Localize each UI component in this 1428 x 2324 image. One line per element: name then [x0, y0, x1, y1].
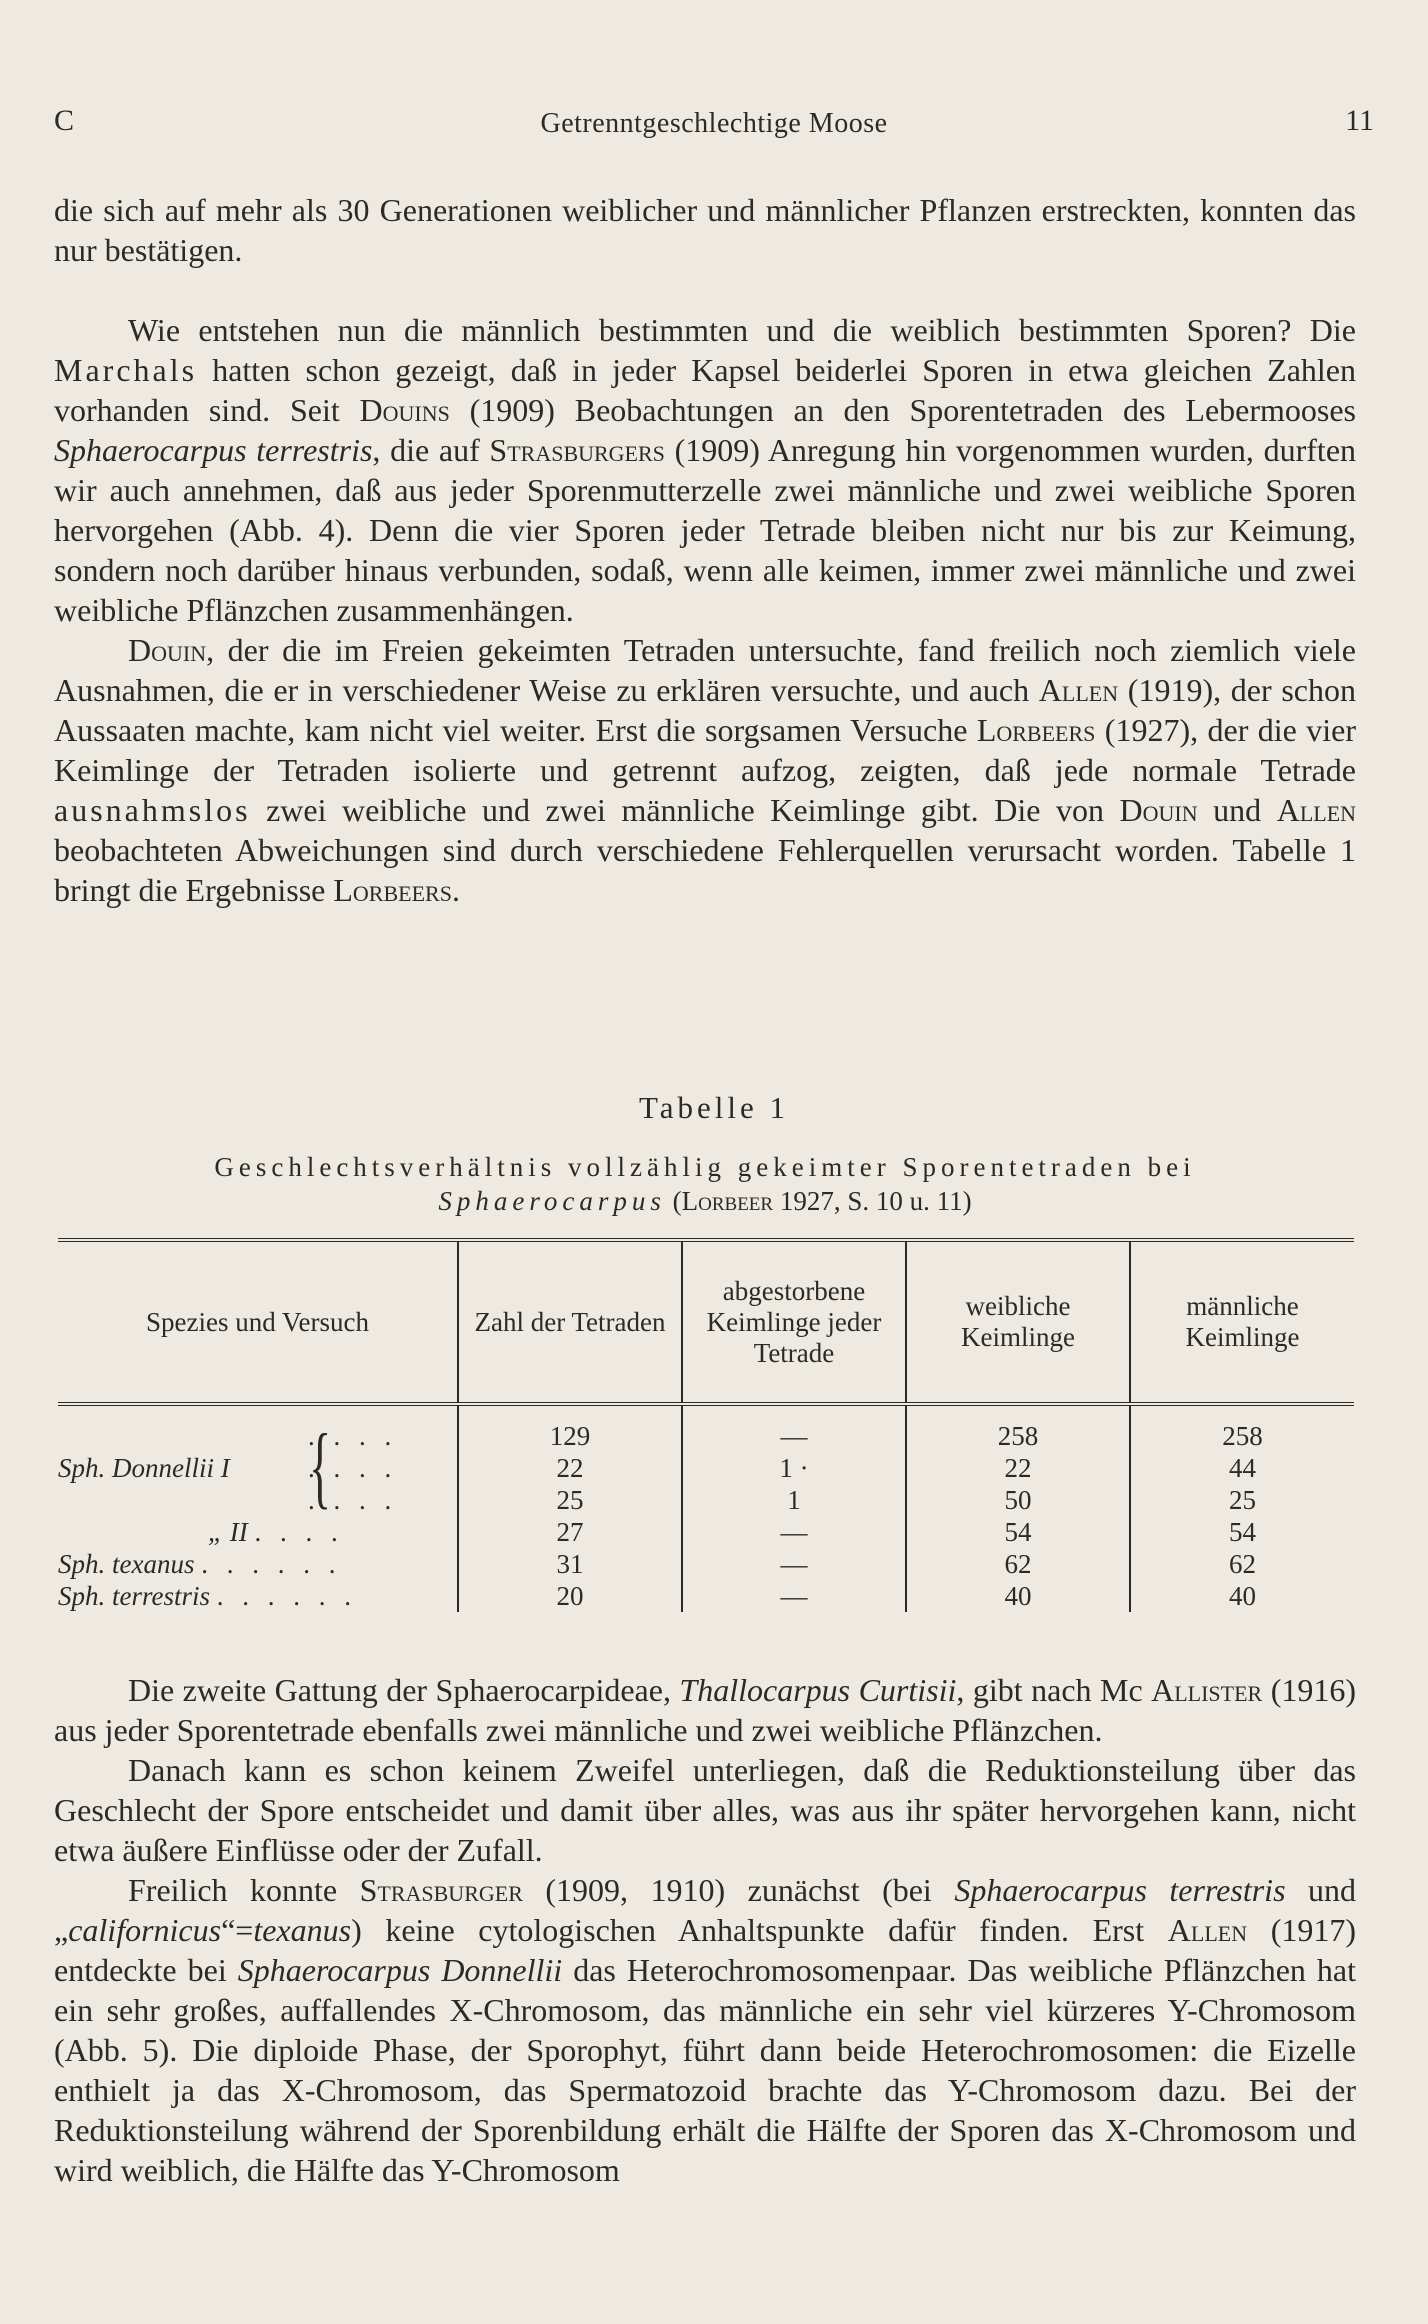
author-name: Strasburger — [359, 1872, 523, 1908]
table-row — [58, 1516, 1354, 1548]
table-cell: 50 — [906, 1484, 1130, 1516]
table-cell: 22 — [906, 1452, 1130, 1484]
table-cell: 20 — [458, 1580, 682, 1612]
column-header: männliche Keimlinge — [1130, 1240, 1354, 1404]
text-block-top — [54, 190, 1356, 910]
paragraph: die sich auf mehr als 30 Generationen weiblicher und männlicher Pflanzen erstreckten, konnten das nur bestätigen. — [54, 192, 1356, 268]
author-name: Allen — [1038, 672, 1119, 708]
table-row — [58, 1580, 1354, 1612]
species-cell: . . . . — [308, 1420, 398, 1451]
table-cell: 40 — [1130, 1580, 1354, 1612]
table-cell: 25 — [458, 1484, 682, 1516]
table-cell: 31 — [458, 1548, 682, 1580]
column-header: Spezies und Versuch — [146, 1306, 369, 1337]
person-name: Marchals — [54, 352, 198, 388]
table-caption: Geschlechtsverhältnis vollzählig gekeimter Sporentetraden bei Sphaerocarpus (Lorbeer 1927, S. 10 u. 11) — [214, 1152, 1196, 1216]
table-cell: 258 — [1130, 1404, 1354, 1452]
table-row — [58, 1452, 1354, 1484]
table-title: Tabelle 1 — [638, 1090, 790, 1125]
species-cell: . . . . — [308, 1484, 398, 1515]
page-number: 11 — [1345, 104, 1374, 137]
table-cell: 62 — [906, 1548, 1130, 1580]
running-title: Getrenntgeschlechtige Moose — [540, 108, 888, 139]
species-name: Thallocarpus Curtisii — [679, 1672, 957, 1708]
table-cell: 25 — [1130, 1484, 1354, 1516]
author-name: Douin — [128, 632, 207, 668]
species-cell: Sph. terrestris . . . . . . — [58, 1580, 358, 1611]
table-row — [58, 1548, 1354, 1580]
emphasis: ausnahmslos — [54, 792, 251, 828]
table-cell: — — [682, 1516, 906, 1548]
page-header — [54, 104, 1374, 144]
paragraph: Wie entstehen nun die männlich bestimmten und die weiblich bestimmten Sporen? Die Marchals hatten schon gezeigt, daß in jeder Kapsel beiderlei Sporen in etwa gleichen Zahlen vorhanden sind. Seit Douins (1909) Beobachtungen an den Sporentetraden des Lebermooses Sphaerocarpus terrestris, die auf Strasburgers (1909) Anregung hin vorgenommen wurden, durften wir auch annehmen, daß aus jeder Sporenmutterzelle zwei männliche und zwei weibliche Sporen hervorgehen (Abb. 4). Denn die vier Sporen jeder Tetrade bleiben nicht nur bis zur Keimung, sondern noch darüber hinaus verbunden, sodaß, wenn alle keimen, immer zwei männliche und zwei weibliche Pflänzchen zusammenhängen. — [54, 312, 1357, 628]
table-cell: 1 — [682, 1484, 906, 1516]
table-row — [58, 1484, 1354, 1516]
table-cell: 54 — [1130, 1516, 1354, 1548]
table-row — [58, 1404, 1354, 1452]
signature-mark: C — [54, 104, 75, 137]
species-cell: Sph. texanus . . . . . . — [58, 1548, 342, 1579]
text-block-bottom — [54, 1670, 1356, 2190]
author-name: Allister — [1151, 1672, 1263, 1708]
author-name: Strasburgers — [489, 432, 665, 468]
table-cell: — — [682, 1548, 906, 1580]
author-name: Douin — [1119, 792, 1198, 828]
species-cell: Sph. Donnellii I { . . . . — [58, 1415, 398, 1517]
results-table — [58, 1238, 1354, 1612]
table-header-row — [58, 1240, 1354, 1404]
column-header: Zahl der Tetraden — [458, 1240, 682, 1404]
species-name: texanus — [253, 1912, 352, 1948]
author-name: Lorbeers — [333, 872, 452, 908]
table-cell: 258 — [906, 1404, 1130, 1452]
brace-mark: { — [309, 1415, 332, 1517]
paragraph: Douin, der die im Freien gekeimten Tetraden untersuchte, fand freilich noch ziemlich viele Ausnahmen, die er in verschiedener Weise zu erklären versuchte, und auch Allen (1919), der schon Aussaaten machte, kam nicht viel weiter. Erst die sorgsamen Versuche Lorbeers (1927), der die vier Keimlinge der Tetraden isolierte und getrennt aufzog, zeigten, daß jede normale Tetrade ausnahmslos zwei weibliche und zwei männliche Keimlinge gibt. Die von Douin und Allen beobachteten Abweichungen sind durch verschiedene Fehlerquellen verursacht worden. Tabelle 1 bringt die Ergebnisse Lorbeers. — [54, 632, 1357, 908]
paragraph: Freilich konnte Strasburger (1909, 1910) zunächst (bei Sphaerocarpus terrestris und „californicus“=texanus) keine cytologischen Anhaltspunkte dafür finden. Erst Allen (1917) entdeckte bei Sphaerocarpus Donnellii das Heterochromosomenpaar. Das weibliche Pflänzchen hat ein sehr großes, auffallendes X-Chromosom, das männliche ein sehr viel kürzeres Y-Chromosom (Abb. 5). Die diploide Phase, der Sporophyt, führt dann beide Heterochromosomen: die Eizelle enthielt ja das X-Chromosom, das Spermatozoid brachte das Y-Chromosom dazu. Bei der Reduktionsteilung während der Sporenbildung erhält die Hälfte der Sporen das X-Chromosom und wird weiblich, die Hälfte das Y-Chromosom — [54, 1872, 1357, 2188]
table-cell: 1 · — [682, 1452, 906, 1484]
paragraph: Danach kann es schon keinem Zweifel unterliegen, daß die Reduktionsteilung über das Geschlecht der Spore entscheidet und damit über alles, was aus ihr später hervorgehen kann, nicht etwa äußere Einflüsse oder der Zufall. — [54, 1752, 1356, 1868]
paragraph: Die zweite Gattung der Sphaerocarpideae, Thallocarpus Curtisii, gibt nach Mc Allister (1916) aus jeder Sporentetrade ebenfalls zwei männliche und zwei weibliche Pflänzchen. — [54, 1672, 1356, 1748]
species-name: Sphaerocarpus terrestris — [54, 432, 373, 468]
table-cell: 44 — [1130, 1452, 1354, 1484]
table-cell: — — [682, 1404, 906, 1452]
column-header: weibliche Keimlinge — [906, 1240, 1130, 1404]
table-cell: 129 — [458, 1404, 682, 1452]
author-name: Lorbeer — [681, 1186, 774, 1216]
author-name: Douins — [359, 392, 450, 428]
table-cell: 27 — [458, 1516, 682, 1548]
genus-name: Sphaerocarpus — [438, 1186, 666, 1216]
author-name: Allen — [1276, 792, 1357, 828]
table-cell: 22 — [458, 1452, 682, 1484]
column-header: abgestorbene Keimlinge jeder Tetrade — [682, 1240, 906, 1404]
table-cell: 62 — [1130, 1548, 1354, 1580]
species-cell: „ II . . . . — [208, 1516, 344, 1547]
table-cell: 54 — [906, 1516, 1130, 1548]
species-name: californicus — [68, 1912, 222, 1948]
table-cell: 40 — [906, 1580, 1130, 1612]
author-name: Lorbeers — [976, 712, 1096, 748]
table-cell: — — [682, 1580, 906, 1612]
species-name: Sphaerocarpus terrestris — [954, 1872, 1286, 1908]
species-name: Sphaerocarpus Donnellii — [237, 1952, 563, 1988]
author-name: Allen — [1167, 1912, 1248, 1948]
